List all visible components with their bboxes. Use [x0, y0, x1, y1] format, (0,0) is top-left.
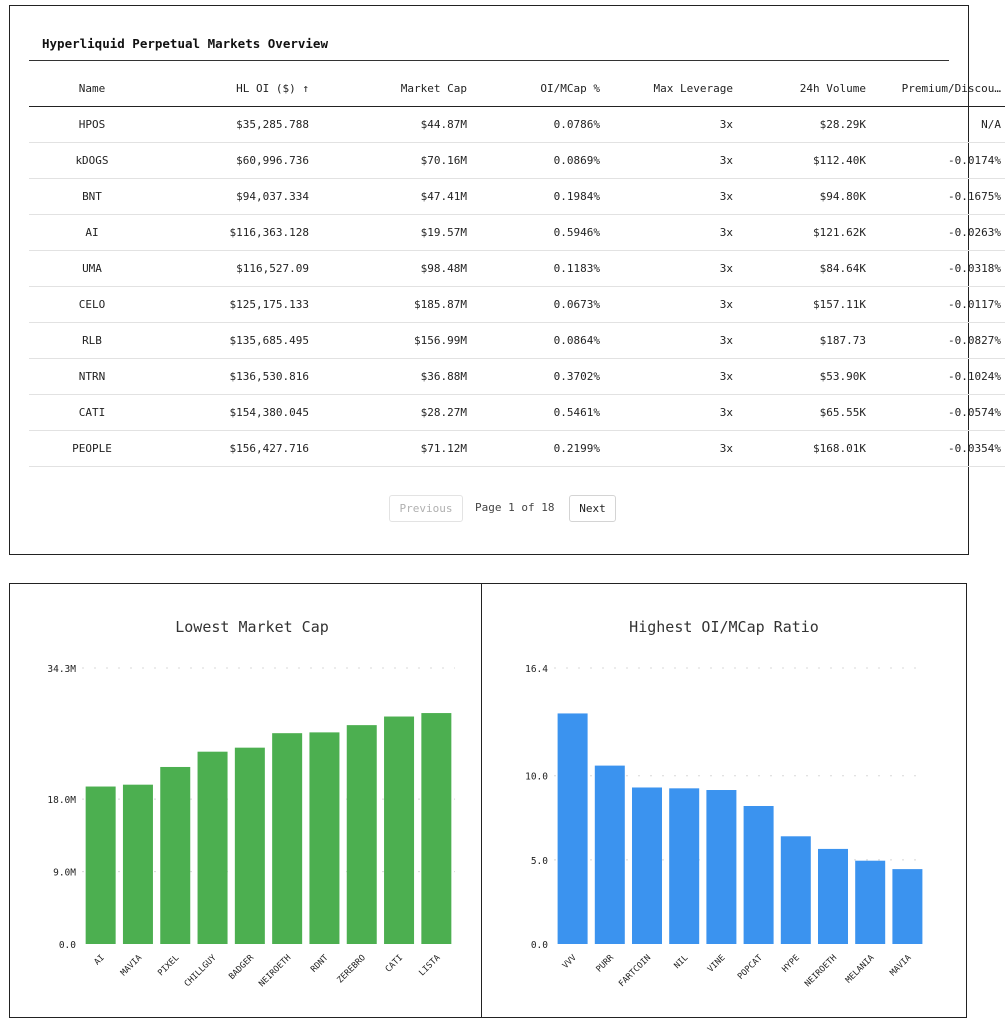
lowest-market-cap-chart — [10, 584, 481, 1017]
x-tick-label: HYPE — [780, 953, 802, 975]
cell-max-leverage: 3x — [604, 287, 737, 323]
next-button[interactable]: Next — [569, 495, 616, 522]
bar — [160, 767, 190, 944]
x-tick-label: ZEREBRO — [335, 953, 368, 986]
bar — [421, 713, 451, 944]
column-header-max-leverage[interactable]: Max Leverage — [604, 70, 737, 107]
cell-oi-mcap: 0.2199% — [471, 431, 604, 467]
cell-premium-discount: -0.0174% — [870, 143, 1005, 179]
bar — [558, 713, 588, 944]
bar — [384, 717, 414, 944]
cell-24h-volume: $157.11K — [737, 287, 870, 323]
x-tick-label: NIL — [672, 953, 691, 971]
cell-24h-volume: $28.29K — [737, 107, 870, 143]
cell-max-leverage: 3x — [604, 179, 737, 215]
cell-24h-volume: $84.64K — [737, 251, 870, 287]
y-tick-label: 5.0 — [530, 855, 548, 867]
cell-24h-volume: $187.73 — [737, 323, 870, 359]
cell-max-leverage: 3x — [604, 395, 737, 431]
cell-name: PEOPLE — [29, 431, 155, 467]
cell-market-cap: $36.88M — [313, 359, 471, 395]
x-tick-label: MELANIA — [843, 953, 877, 986]
markets-table — [29, 70, 1005, 467]
bar — [781, 836, 811, 944]
column-header-premium-discount[interactable]: Premium/Discou… — [870, 70, 1005, 107]
table-row[interactable] — [29, 143, 1005, 179]
cell-24h-volume: $121.62K — [737, 215, 870, 251]
bar — [706, 790, 736, 944]
chart-title: Highest OI/MCap Ratio — [629, 618, 819, 636]
title-divider — [29, 60, 949, 61]
cell-max-leverage: 3x — [604, 431, 737, 467]
pagination — [10, 495, 968, 523]
cell-hl-oi: $125,175.133 — [155, 287, 313, 323]
x-tick-label: FARTCOIN — [617, 953, 654, 990]
cell-premium-discount: -0.1024% — [870, 359, 1005, 395]
y-tick-label: 10.0 — [525, 771, 548, 783]
bar — [892, 869, 922, 944]
cell-name: UMA — [29, 251, 155, 287]
y-tick-label: 34.3M — [47, 664, 76, 675]
highest-oi-mcap-chart — [482, 584, 966, 1017]
x-tick-label: NEIROETH — [803, 953, 840, 990]
cell-hl-oi: $94,037.334 — [155, 179, 313, 215]
cell-market-cap: $47.41M — [313, 179, 471, 215]
y-tick-label: 9.0M — [53, 867, 76, 879]
bar — [86, 787, 116, 944]
table-title: Hyperliquid Perpetual Markets Overview — [42, 36, 328, 51]
cell-24h-volume: $168.01K — [737, 431, 870, 467]
bar — [235, 748, 265, 944]
cell-24h-volume: $112.40K — [737, 143, 870, 179]
cell-name: CATI — [29, 395, 155, 431]
table-row[interactable] — [29, 431, 1005, 467]
bar — [272, 733, 302, 944]
y-tick-label: 16.4 — [525, 664, 548, 675]
cell-hl-oi: $156,427.716 — [155, 431, 313, 467]
column-header-market-cap[interactable]: Market Cap — [313, 70, 471, 107]
y-tick-label: 18.0M — [47, 795, 76, 807]
cell-premium-discount: -0.0574% — [870, 395, 1005, 431]
x-tick-label: BADGER — [227, 953, 256, 982]
cell-max-leverage: 3x — [604, 215, 737, 251]
cell-oi-mcap: 0.0869% — [471, 143, 604, 179]
cell-name: BNT — [29, 179, 155, 215]
cell-market-cap: $156.99M — [313, 323, 471, 359]
x-tick-label: RDNT — [309, 953, 331, 975]
cell-max-leverage: 3x — [604, 359, 737, 395]
table-row[interactable] — [29, 359, 1005, 395]
column-header-24h-volume[interactable]: 24h Volume — [737, 70, 870, 107]
cell-name: NTRN — [29, 359, 155, 395]
column-header-hl-oi[interactable]: HL OI ($) ↑ — [155, 70, 313, 107]
page-indicator: Page 1 of 18 — [475, 501, 555, 514]
cell-market-cap: $70.16M — [313, 143, 471, 179]
cell-premium-discount: -0.0263% — [870, 215, 1005, 251]
table-header-row — [29, 70, 1005, 107]
table-row[interactable] — [29, 251, 1005, 287]
table-row[interactable] — [29, 215, 1005, 251]
cell-premium-discount: -0.0318% — [870, 251, 1005, 287]
bar — [855, 861, 885, 944]
x-tick-label: NEIROETH — [257, 953, 294, 990]
cell-oi-mcap: 0.5461% — [471, 395, 604, 431]
x-tick-label: MAVIA — [888, 953, 914, 979]
cell-name: AI — [29, 215, 155, 251]
table-row[interactable] — [29, 323, 1005, 359]
bar — [347, 725, 377, 944]
x-tick-label: PURR — [594, 953, 616, 975]
lowest-market-cap-chart-panel — [9, 583, 482, 1018]
y-tick-label: 0.0 — [530, 940, 548, 951]
x-tick-label: POPCAT — [735, 953, 765, 982]
cell-oi-mcap: 0.0864% — [471, 323, 604, 359]
cell-oi-mcap: 0.0673% — [471, 287, 604, 323]
x-tick-label: CHILLGUY — [182, 953, 219, 990]
bar — [744, 806, 774, 944]
cell-name: kDOGS — [29, 143, 155, 179]
x-tick-label: LISTA — [417, 953, 443, 979]
x-tick-label: AI — [92, 953, 107, 968]
cell-hl-oi: $135,685.495 — [155, 323, 313, 359]
cell-name: CELO — [29, 287, 155, 323]
table-row[interactable] — [29, 287, 1005, 323]
cell-oi-mcap: 0.5946% — [471, 215, 604, 251]
cell-name: RLB — [29, 323, 155, 359]
table-row[interactable] — [29, 395, 1005, 431]
table-body — [29, 107, 1005, 467]
previous-button[interactable]: Previous — [389, 495, 463, 522]
cell-max-leverage: 3x — [604, 143, 737, 179]
bar — [123, 785, 153, 944]
y-tick-label: 0.0 — [58, 940, 76, 951]
table-row[interactable] — [29, 107, 1005, 143]
bar — [595, 766, 625, 944]
cell-premium-discount: -0.0354% — [870, 431, 1005, 467]
cell-24h-volume: $65.55K — [737, 395, 870, 431]
bar — [818, 849, 848, 944]
cell-oi-mcap: 0.1984% — [471, 179, 604, 215]
cell-premium-discount: -0.0117% — [870, 287, 1005, 323]
cell-hl-oi: $35,285.788 — [155, 107, 313, 143]
cell-hl-oi: $116,363.128 — [155, 215, 313, 251]
cell-24h-volume: $94.80K — [737, 179, 870, 215]
highest-oi-mcap-chart-panel — [481, 583, 967, 1018]
x-tick-label: MAVIA — [118, 953, 145, 979]
cell-oi-mcap: 0.0786% — [471, 107, 604, 143]
cell-oi-mcap: 0.1183% — [471, 251, 604, 287]
cell-market-cap: $19.57M — [313, 215, 471, 251]
x-tick-label: PIXEL — [156, 953, 182, 979]
cell-hl-oi: $154,380.045 — [155, 395, 313, 431]
cell-market-cap: $71.12M — [313, 431, 471, 467]
bar — [669, 788, 699, 944]
cell-premium-discount: -0.1675% — [870, 179, 1005, 215]
chart-title: Lowest Market Cap — [175, 618, 329, 636]
cell-market-cap: $98.48M — [313, 251, 471, 287]
cell-market-cap: $44.87M — [313, 107, 471, 143]
bar — [198, 752, 228, 944]
cell-max-leverage: 3x — [604, 107, 737, 143]
x-tick-label: CATI — [383, 953, 406, 975]
cell-market-cap: $185.87M — [313, 287, 471, 323]
table-row[interactable] — [29, 179, 1005, 215]
cell-hl-oi: $116,527.09 — [155, 251, 313, 287]
markets-table-panel — [9, 5, 1001, 555]
bar — [309, 732, 339, 944]
cell-hl-oi: $60,996.736 — [155, 143, 313, 179]
bar — [632, 787, 662, 944]
cell-market-cap: $28.27M — [313, 395, 471, 431]
x-tick-label: VVV — [560, 953, 579, 971]
cell-oi-mcap: 0.3702% — [471, 359, 604, 395]
column-header-oi-mcap[interactable]: OI/MCap % — [471, 70, 604, 107]
x-tick-label: VINE — [705, 953, 728, 975]
cell-max-leverage: 3x — [604, 251, 737, 287]
cell-premium-discount: N/A — [870, 107, 1005, 143]
cell-premium-discount: -0.0827% — [870, 323, 1005, 359]
column-header-name[interactable]: Name — [29, 70, 155, 107]
cell-24h-volume: $53.90K — [737, 359, 870, 395]
cell-hl-oi: $136,530.816 — [155, 359, 313, 395]
cell-max-leverage: 3x — [604, 323, 737, 359]
cell-name: HPOS — [29, 107, 155, 143]
